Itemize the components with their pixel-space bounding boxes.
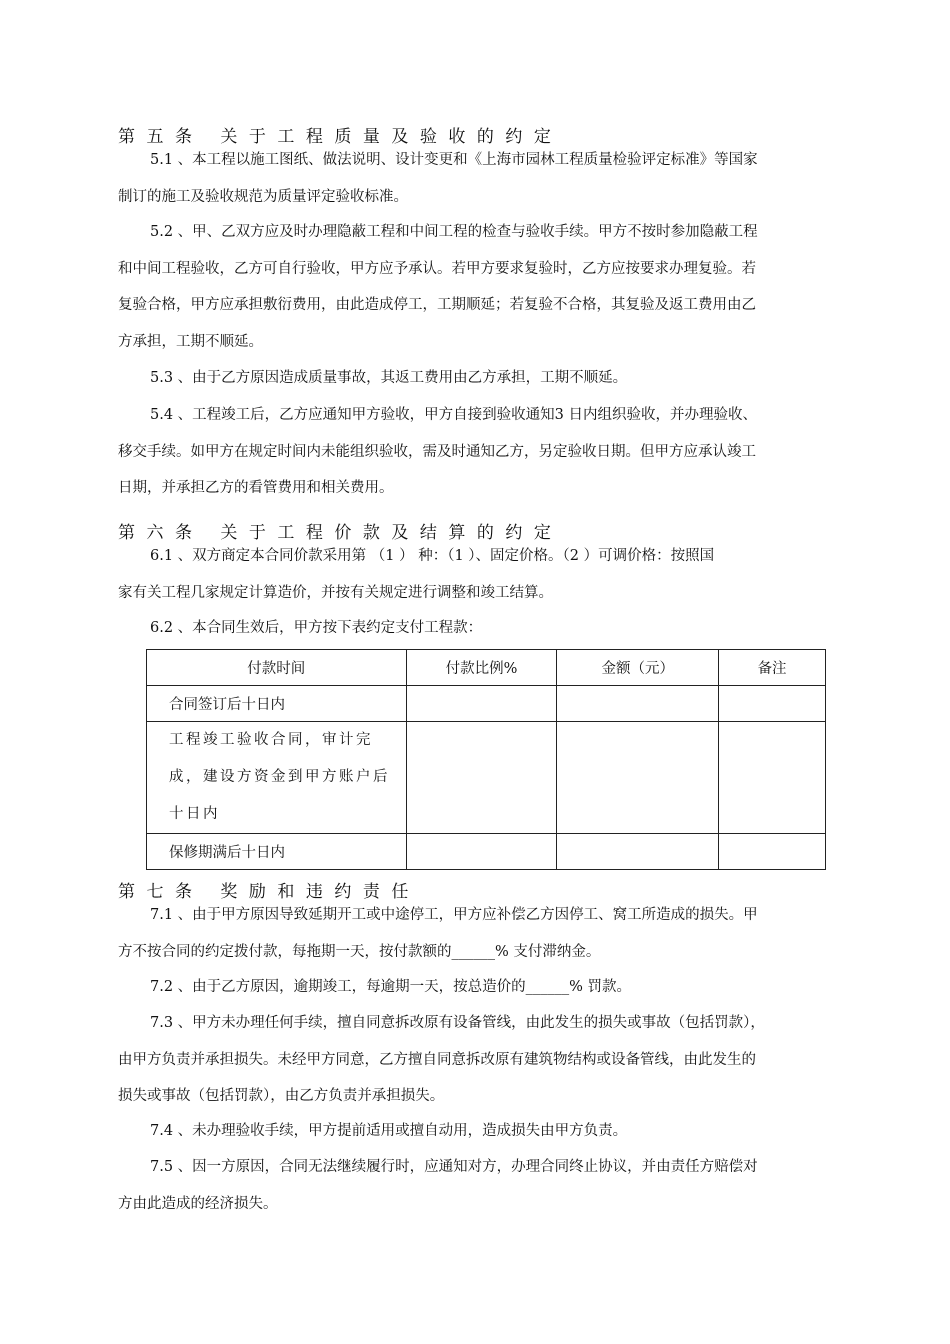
clause-line: 6.1 、双方商定本合同价款采用第 （1 ） 种：（1 ）、固定价格。（2 ）可调价格：按照国: [150, 548, 715, 564]
article-6-heading: 第六条 关于工程价款及结算的约定: [118, 523, 563, 543]
table-cell: [406, 834, 557, 870]
clause-line: 家有关工程几家规定计算造价，并按有关规定进行调整和竣工结算。: [118, 584, 553, 601]
clause-5-3: [118, 360, 858, 397]
clause-line: 制订的施工及验收规范为质量评定验收标准。: [118, 188, 408, 205]
clause-line: 5.3 、由于乙方原因造成质量事故，其返工费用由乙方承担，工期不顺延。: [150, 370, 628, 386]
clause-line: 7.3 、甲方未办理任何手续，擅自同意拆改原有设备管线，由此发生的损失或事故（包括罚款），: [150, 1015, 765, 1031]
clause-line: 7.4 、未办理验收手续，甲方提前适用或擅自动用，造成损失由甲方负责。: [150, 1123, 628, 1139]
clause-line: 7.1 、由于甲方原因导致延期开工或中途停工，甲方应补偿乙方因停工、窝工所造成的损失。甲: [150, 907, 758, 923]
clause-line: 复验合格，甲方应承担敷衍费用，由此造成停工，工期顺延；若复验不合格，其复验及返工费用由乙: [118, 297, 756, 313]
clause-7-3: [118, 1005, 858, 1115]
clause-7-5: [118, 1149, 858, 1222]
clause-6-2: [118, 610, 858, 647]
clause-7-2: [118, 969, 858, 1006]
table-row: [147, 834, 826, 870]
clause-line: 和中间工程验收，乙方可自行验收，甲方应予承认。若甲方要求复验时，乙方应按要求办理复验。若: [118, 260, 756, 277]
table-header-cell: 金额（元）: [557, 650, 719, 686]
clause-5-4: [118, 397, 858, 507]
table-cell: 保修期满后十日内: [147, 834, 407, 870]
table-cell: [557, 722, 719, 834]
article-5-heading: 第五条 关于工程质量及验收的约定: [118, 127, 563, 147]
table-cell: 工程竣工验收合同，审计完成，建设方资金到甲方账户后十日内: [147, 722, 407, 834]
table-cell: [719, 834, 826, 870]
table-cell: [406, 722, 557, 834]
table-row: [147, 686, 826, 722]
table-cell: [557, 686, 719, 722]
clause-line: 日期，并承担乙方的看管费用和相关费用。: [118, 480, 394, 496]
table-cell: [557, 834, 719, 870]
clause-5-1: [118, 142, 858, 215]
payment-schedule-table: [146, 649, 826, 870]
table-row: [147, 722, 826, 834]
clause-line: 由甲方负责并承担损失。未经甲方同意，乙方擅自同意拆改原有建筑物结构或设备管线，由此发生的: [118, 1051, 756, 1068]
table-cell: [406, 686, 557, 722]
table-cell: [719, 686, 826, 722]
clause-line: 7.5 、因一方原因，合同无法继续履行时，应通知对方，办理合同终止协议，并由责任方赔偿对: [150, 1159, 758, 1175]
clause-line: 5.1 、本工程以施工图纸、做法说明、设计变更和《上海市园林工程质量检验评定标准》等国家: [150, 152, 758, 168]
table-cell: [719, 722, 826, 834]
clause-line: 5.4 、工程竣工后，乙方应通知甲方验收，甲方自接到验收通知3 日内组织验收，并办理验收、: [150, 407, 757, 423]
clause-line: 方承担，工期不顺延。: [118, 333, 263, 350]
clause-7-1: [118, 897, 858, 970]
clause-7-4: [118, 1113, 858, 1150]
clause-line: 移交手续。如甲方在规定时间内未能组织验收，需及时通知乙方，另定验收日期。但甲方应承认竣工: [118, 443, 756, 460]
clause-line: 5.2 、甲、乙双方应及时办理隐蔽工程和中间工程的检查与验收手续。甲方不按时参加隐蔽工程: [150, 224, 758, 240]
clause-line: 7.2 、由于乙方原因，逾期竣工，每逾期一天，按总造价的______% 罚款。: [150, 979, 632, 995]
table-header-cell: 备注: [719, 650, 826, 686]
clause-line: 方由此造成的经济损失。: [118, 1195, 278, 1212]
table-header-row: [147, 650, 826, 686]
clause-line: 6.2 、本合同生效后，甲方按下表约定支付工程款：: [150, 620, 483, 636]
clause-5-2: [118, 214, 858, 360]
clause-line: 损失或事故（包括罚款），由乙方负责并承担损失。: [118, 1088, 445, 1104]
article-7-heading: 第七条 奖励和违约责任: [118, 882, 420, 902]
clause-line: 方不按合同的约定拨付款，每拖期一天，按付款额的______% 支付滞纳金。: [118, 943, 601, 960]
table-header-cell: 付款比例%: [406, 650, 557, 686]
table-cell: 合同签订后十日内: [147, 686, 407, 722]
clause-6-1: [118, 538, 858, 611]
table-header-cell: 付款时间: [147, 650, 407, 686]
